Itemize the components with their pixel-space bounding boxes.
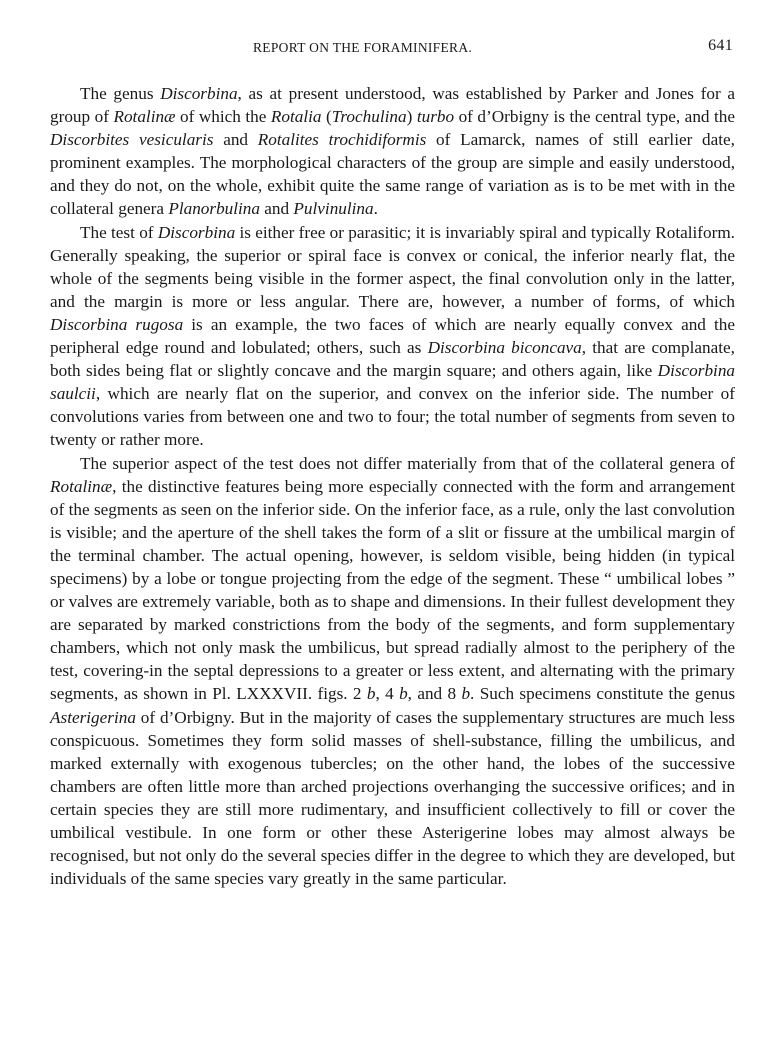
- text-run: and: [213, 130, 258, 150]
- italic-term: Trochulina: [331, 107, 407, 127]
- paragraph-1: [50, 82, 735, 221]
- text-run: .: [373, 199, 378, 219]
- italic-term: Rotalinæ: [50, 476, 113, 496]
- text-run: The test of: [80, 222, 158, 242]
- italic-term: Rotalia: [270, 107, 322, 127]
- running-header: [50, 34, 735, 64]
- text-run: , the distinctive features being more especially connected with the form and arrangement of the segments as seen on the inferior side. On the inferior face, as a rule, only the last convolution is visible; and the aperture of the shell takes the form of a slit or fissure at the umbilical margin of the terminal chamber. The actual opening, however, is seldom visible, being hidden (in typical specimens) by a lobe or tongue projecting from the edge of the segment. These “ umbilical lobes ” or valves are extremely variable, both as to shape and dimensions. In their fullest development they are separated by marked constrictions from the body of the segments, and form supplementary chambers, which not only mask the umbilicus, but spread radially almost to the periphery of the test, covering-in the septal depressions to a greater or less extent, and alternating with the primary segments, as shown in Pl. LXXXVII. figs. 2: [50, 476, 735, 704]
- text-run: of d’Orbigny is the central type, and the: [454, 107, 736, 127]
- text-run: of which the: [175, 107, 271, 127]
- text-run: (: [321, 107, 332, 127]
- text-run: of Lamarck, names of still earlier date, prominent examples. The morphological characters of the group are simple and easily understood, and they do not, on the whole, exhibit quite the same range of variation as is to be met with in the collateral genera: [50, 130, 735, 219]
- italic-term: Pulvinulina: [293, 199, 374, 219]
- page-number: 641: [708, 37, 733, 54]
- text-run: of d’Orbigny. But in the majority of cases the supplementary structures are much less conspicuous. Sometimes they form solid masses of shell-substance, filling the umbilicus, and marked externally with exogenous tubercles; on the other hand, the lobes of the successive chambers are often little more than arched projections overhanging the successive orifices; and in certain species they are still more rudimentary, and insufficient collectively to fill or cover the umbilical vestibule. In one form or other these Asterigerine lobes may almost always be recognised, but not only do the several species differ in the degree to which they are developed, but individuals of the same species vary greatly in the same particular.: [50, 707, 735, 889]
- italic-term: Rotalites trochidiformis: [257, 130, 427, 150]
- text-run: The genus: [80, 84, 161, 103]
- text-run: The superior aspect of the test does not differ materially from that of the collateral genera of: [80, 453, 735, 473]
- italic-term: Discorbina: [157, 222, 236, 242]
- paragraph-2: [50, 221, 735, 452]
- text-run: ): [406, 107, 417, 127]
- italic-term: Discorbina biconcava: [427, 338, 582, 358]
- italic-term: Discorbina saulcii: [50, 361, 735, 404]
- text-run: , that are complanate, both sides being flat or slightly concave and the margin square; and others again, like: [50, 338, 735, 381]
- body-text: [50, 82, 735, 890]
- italic-term: Discorbites vesicularis: [50, 130, 214, 150]
- text-run: is an example, the two faces of which are nearly equally convex and the peripheral edge round and lobulated; others, such as: [50, 314, 735, 358]
- italic-term: b: [461, 684, 471, 704]
- italic-term: Planorbulina: [168, 199, 260, 219]
- italic-term: Discorbina: [160, 84, 238, 103]
- italic-term: b: [399, 684, 408, 704]
- text-run: . Such specimens constitute the genus: [470, 684, 736, 704]
- italic-term: Discorbina rugosa: [50, 314, 184, 334]
- document-page: [50, 34, 735, 890]
- running-title: REPORT ON THE FORAMINIFERA.: [253, 40, 473, 55]
- text-run: , and 8: [407, 684, 462, 704]
- text-run: is either free or parasitic; it is invariably spiral and typically Rotaliform. Generally speaking, the superior or spiral face is convex or conical, the inferior nearly flat, the whole of the segments being visible in the former aspect, the final convolution only in the latter, and the margin is more or less angular. There are, however, a number of forms, of which: [50, 222, 735, 311]
- italic-term: Asterigerina: [50, 707, 136, 727]
- text-run: , 4: [375, 684, 400, 704]
- italic-term: b: [366, 684, 376, 704]
- paragraph-3: [50, 452, 735, 891]
- text-run: , as at present understood, was established by Parker and Jones for a group of: [50, 84, 735, 127]
- text-run: , which are nearly flat on the superior, and convex on the inferior side. The number of convolutions varies from between one and two to four; the total number of segments from seven to twenty or rather more.: [50, 384, 735, 450]
- italic-term: turbo: [416, 107, 455, 127]
- italic-term: Rotalinæ: [113, 107, 176, 127]
- text-run: and: [260, 199, 294, 219]
